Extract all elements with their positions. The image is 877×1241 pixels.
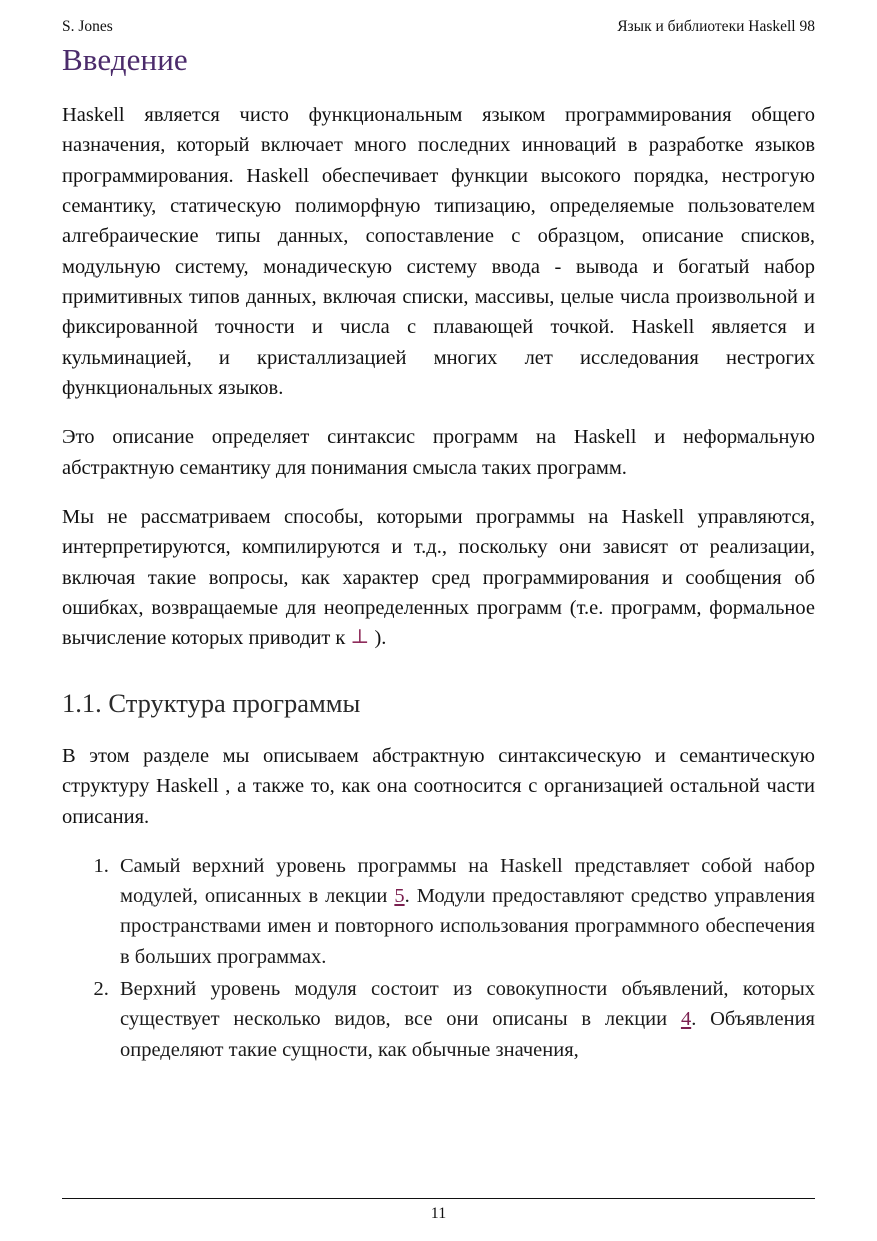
list-item-text-before: Верхний уровень модуля состоит из совокупности объявлений, которых существует несколько видов, все они описаны в лекции bbox=[120, 978, 815, 1031]
cross-reference-link[interactable]: 4 bbox=[680, 1008, 692, 1031]
paragraph-intro-3 bbox=[62, 502, 815, 654]
page-footer bbox=[62, 1198, 815, 1223]
bottom-symbol-icon: ⊥ bbox=[350, 626, 370, 649]
list-item bbox=[114, 851, 815, 972]
running-head-title: Язык и библиотеки Haskell 98 bbox=[617, 18, 815, 35]
paragraph-intro-2: Это описание определяет синтаксис программ на Haskell и неформальную абстрактную семантику для понимания смысла таких программ. bbox=[62, 426, 815, 479]
footer-divider bbox=[62, 1198, 815, 1199]
numbered-list bbox=[62, 851, 815, 1065]
list-item bbox=[114, 974, 815, 1065]
cross-reference-link[interactable]: 5 bbox=[394, 885, 405, 908]
paragraph-intro-3-after: ). bbox=[369, 627, 387, 650]
list-item-text-before: Самый верхний уровень программы на Haskell представляет собой набор модулей, описанных в лекции bbox=[120, 854, 815, 908]
page-title: Введение bbox=[62, 42, 188, 77]
running-head-author: S. Jones bbox=[62, 18, 113, 35]
paragraph-intro-1: Haskell является чисто функциональным языком программирования общего назначения, который включает много последних инноваций в разработке языков программирования. Haskell обеспечивает функции высокого порядка, нестрогую семантику, статическую полиморфную типизацию, определяемые пользователем алгебраические типы данных, сопоставление с образцом, описание списков, модульную систему, монадическую систему ввода - вывода и богатый набор примитивных типов данных, включая списки, массивы, целые числа произвольной и фиксированной точности и числа с плавающей точкой. Haskell является и кульминацией, и кристаллизацией многих лет исследования нестрогих функциональных языков. bbox=[62, 104, 815, 399]
section-title: 1.1. Структура программы bbox=[62, 687, 361, 718]
paragraph-section-intro: В этом разделе мы описываем абстрактную синтаксическую и семантическую структуру Haskell , а также то, как она соотносится с организацией остальной части описания. bbox=[62, 744, 815, 828]
page-number: 11 bbox=[430, 1205, 447, 1222]
list-item-text-after: . Объявления определяют такие сущности, как обычные значения, bbox=[120, 1008, 815, 1061]
paragraph-intro-3-before: Мы не рассматриваем способы, которыми программы на Haskell управляются, интерпретируются, компилируются и т.д., поскольку они зависят от реализации, включая такие вопросы, как характер сред программирования и сообщения об ошибках, возвращаемые для неопределенных программ (т.е. программ, формальное вычисление которых приводит к bbox=[62, 505, 815, 650]
list-item-text-after: . Модули предоставляют средство управления пространствами имен и повторного использования программного обеспечения в больших программах. bbox=[120, 885, 815, 968]
running-head bbox=[62, 18, 815, 36]
